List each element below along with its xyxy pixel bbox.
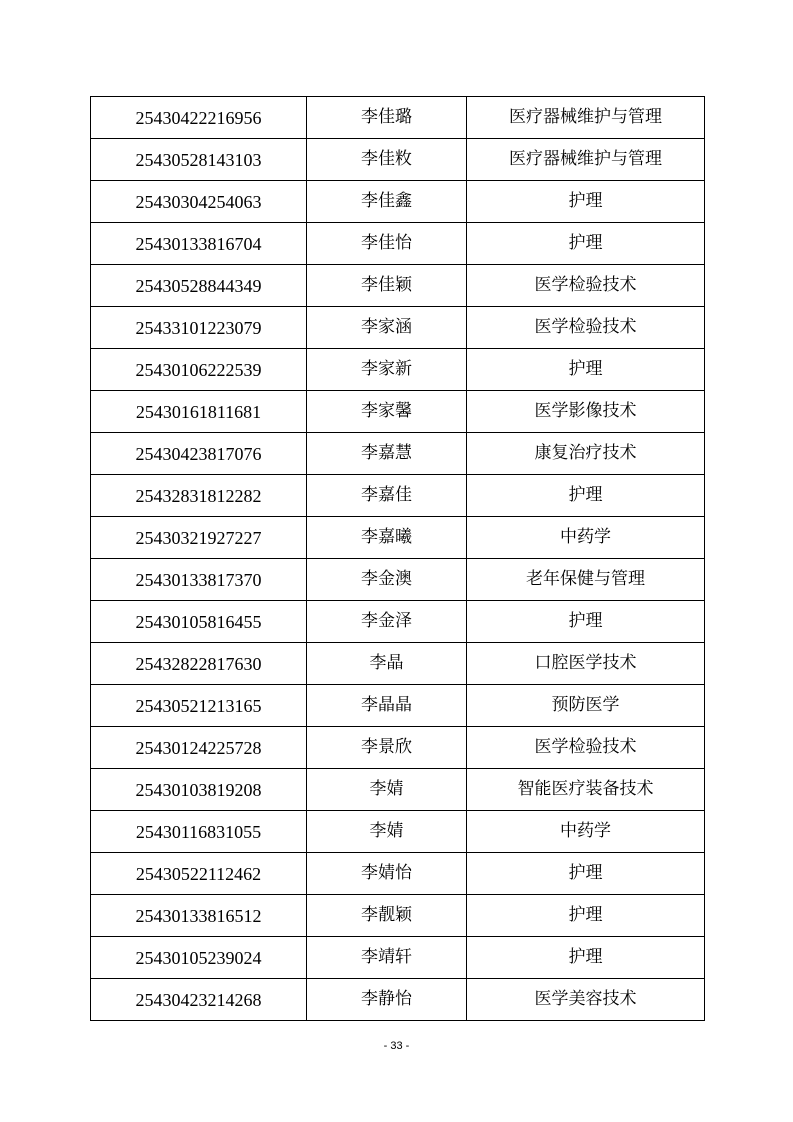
major-cell: 医学影像技术 [467,391,705,433]
table-row [91,979,705,1021]
candidate-id-cell: 25430321927227 [91,517,307,559]
name-cell: 李婧 [307,811,467,853]
major-cell: 医学检验技术 [467,265,705,307]
page-number: - 33 - [383,1040,410,1052]
major-cell: 护理 [467,181,705,223]
major-cell: 护理 [467,349,705,391]
table-row [91,517,705,559]
table-row [91,181,705,223]
name-cell: 李金泽 [307,601,467,643]
name-cell: 李佳颖 [307,265,467,307]
major-cell: 护理 [467,895,705,937]
table-row [91,307,705,349]
table-row [91,895,705,937]
major-cell: 老年保健与管理 [467,559,705,601]
table-row [91,139,705,181]
name-cell: 李金澳 [307,559,467,601]
major-cell: 医疗器械维护与管理 [467,97,705,139]
candidate-id-cell: 25430423214268 [91,979,307,1021]
major-cell: 医学美容技术 [467,979,705,1021]
candidate-id-cell: 25432822817630 [91,643,307,685]
candidate-id-cell: 25430124225728 [91,727,307,769]
table-row [91,265,705,307]
major-cell: 医学检验技术 [467,307,705,349]
table-row [91,433,705,475]
roster-table [90,96,705,1021]
table-row [91,685,705,727]
table-row [91,475,705,517]
candidate-id-cell: 25430423817076 [91,433,307,475]
table-row [91,391,705,433]
table-row [91,853,705,895]
candidate-id-cell: 25430133816704 [91,223,307,265]
name-cell: 李嘉慧 [307,433,467,475]
major-cell: 预防医学 [467,685,705,727]
name-cell: 李家新 [307,349,467,391]
name-cell: 李晶晶 [307,685,467,727]
roster-table-body [91,97,705,1021]
major-cell: 医学检验技术 [467,727,705,769]
major-cell: 中药学 [467,811,705,853]
candidate-id-cell: 25430161811681 [91,391,307,433]
candidate-id-cell: 25430528844349 [91,265,307,307]
table-row [91,811,705,853]
candidate-id-cell: 25430522112462 [91,853,307,895]
name-cell: 李佳璐 [307,97,467,139]
candidate-id-cell: 25430105239024 [91,937,307,979]
major-cell: 护理 [467,937,705,979]
name-cell: 李家馨 [307,391,467,433]
table-row [91,601,705,643]
table-row [91,559,705,601]
candidate-id-cell: 25430103819208 [91,769,307,811]
candidate-id-cell: 25430133817370 [91,559,307,601]
name-cell: 李家涵 [307,307,467,349]
name-cell: 李婧 [307,769,467,811]
major-cell: 智能医疗装备技术 [467,769,705,811]
candidate-id-cell: 25430528143103 [91,139,307,181]
table-row [91,97,705,139]
name-cell: 李嘉佳 [307,475,467,517]
name-cell: 李靓颖 [307,895,467,937]
candidate-id-cell: 25433101223079 [91,307,307,349]
table-row [91,223,705,265]
candidate-id-cell: 25430304254063 [91,181,307,223]
major-cell: 护理 [467,223,705,265]
table-row [91,349,705,391]
candidate-id-cell: 25430106222539 [91,349,307,391]
name-cell: 李静怡 [307,979,467,1021]
table-row [91,643,705,685]
major-cell: 医疗器械维护与管理 [467,139,705,181]
name-cell: 李佳鑫 [307,181,467,223]
major-cell: 康复治疗技术 [467,433,705,475]
major-cell: 护理 [467,853,705,895]
name-cell: 李晶 [307,643,467,685]
major-cell: 中药学 [467,517,705,559]
name-cell: 李佳怡 [307,223,467,265]
major-cell: 护理 [467,475,705,517]
table-row [91,727,705,769]
name-cell: 李景欣 [307,727,467,769]
candidate-id-cell: 25430116831055 [91,811,307,853]
candidate-id-cell: 25430105816455 [91,601,307,643]
name-cell: 李佳敉 [307,139,467,181]
major-cell: 口腔医学技术 [467,643,705,685]
candidate-id-cell: 25430133816512 [91,895,307,937]
candidate-id-cell: 25430422216956 [91,97,307,139]
candidate-id-cell: 25432831812282 [91,475,307,517]
name-cell: 李嘉曦 [307,517,467,559]
name-cell: 李靖轩 [307,937,467,979]
major-cell: 护理 [467,601,705,643]
candidate-id-cell: 25430521213165 [91,685,307,727]
table-row [91,937,705,979]
name-cell: 李婧怡 [307,853,467,895]
table-row [91,769,705,811]
